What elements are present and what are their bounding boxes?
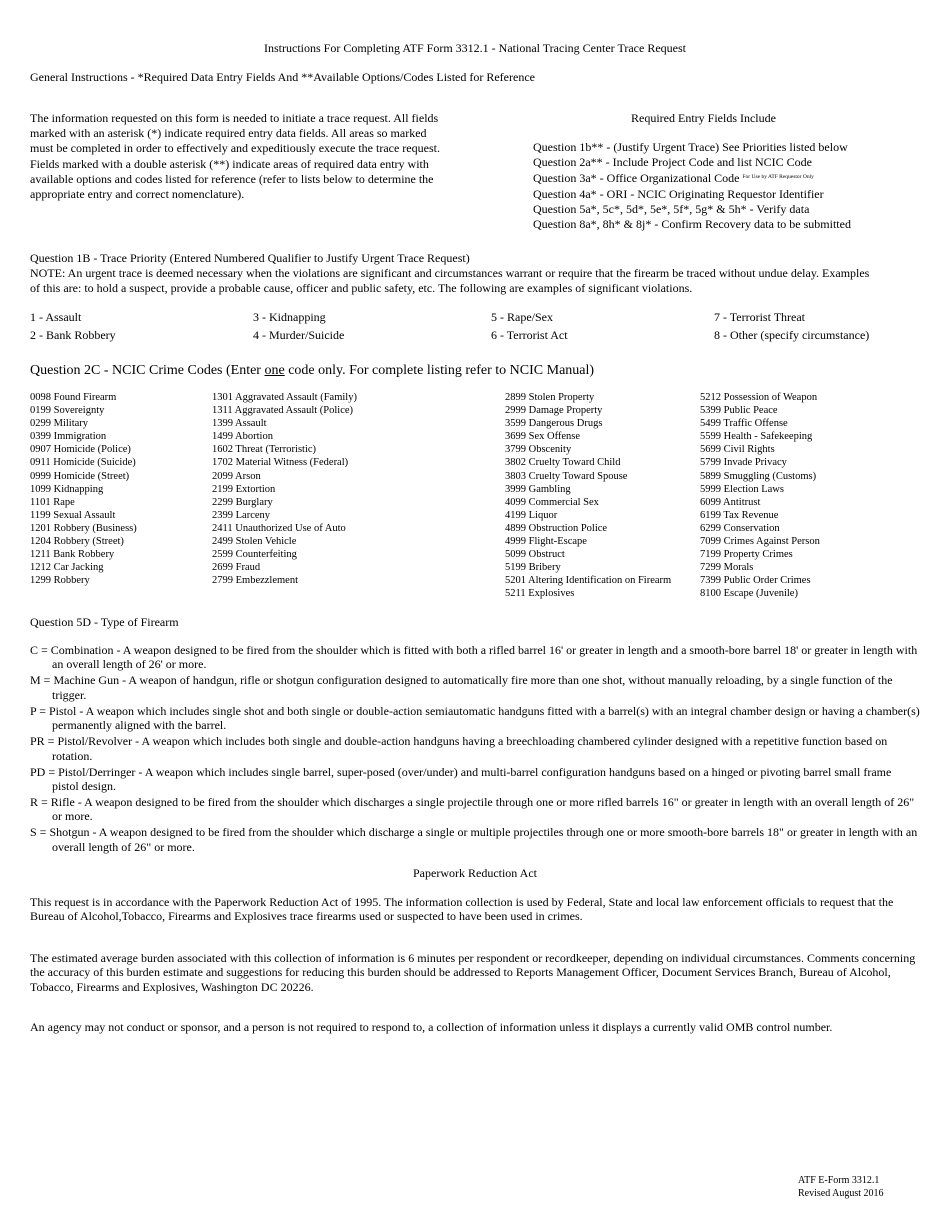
required-fields-list — [533, 140, 851, 232]
ncic-code-item: 1101 Rape — [30, 496, 75, 508]
firearm-type-item: PD = Pistol/Derringer - A weapon which includes single barrel, super-posed (over/under) and multi-barrel configuration handguns based on a hinged or pivoting barrel small frame pistol design. — [30, 764, 892, 794]
ncic-code-item: 5212 Possession of Weapon — [700, 392, 818, 403]
required-fields-heading: Required Entry Fields Include — [631, 111, 776, 125]
required-field-note: For Use by ATF Requestor Only — [742, 174, 814, 181]
ncic-code-item: 5099 Obstruct — [505, 549, 565, 561]
trace-priority-section — [30, 251, 920, 297]
violation-item: 5 - Rape/Sex — [491, 310, 553, 324]
paperwork-paragraph: This request is in accordance with the Paperwork Reduction Act of 1995. The information collection is used by Federal, State and local law enforcement officials to request that the Bureau of Alcohol,Tobacco, Firearms and Explosives trace firearms used or suspected to have been used in crimes. — [30, 895, 894, 924]
firearm-type-item: M = Machine Gun - A weapon of handgun, rifle or shotgun configuration designed to automatically fire more than one shot, without manually reloading, by a single function of the trigger. — [30, 673, 893, 702]
ncic-code-item: 2899 Stolen Property — [505, 392, 595, 403]
violations-column — [30, 308, 116, 344]
intro-line: available options and codes listed for reference (refer to lists below to determine the — [30, 171, 434, 186]
ncic-code-item: 4899 Obstruction Police — [505, 522, 608, 534]
intro-line: must be completed in order to effectively and expeditiously execute the trace request. — [30, 141, 440, 156]
ncic-code-item: 0911 Homicide (Suicide) — [30, 457, 136, 469]
paperwork-heading: Paperwork Reduction Act — [413, 866, 537, 880]
ncic-code-item: 1099 Kidnapping — [30, 483, 104, 495]
ncic-code-item: 5999 Election Laws — [700, 483, 784, 495]
ncic-code-item: 5201 Altering Identification on Firearm — [505, 575, 672, 587]
violations-column — [714, 308, 869, 344]
form-number: ATF E-Form 3312.1 — [798, 1175, 880, 1186]
ncic-code-item: 3699 Sex Offense — [505, 431, 581, 443]
ncic-heading-part: code only. For complete listing refer to NCIC Manual) — [284, 363, 595, 378]
ncic-code-item: 2699 Fraud — [212, 562, 261, 574]
page-title: Instructions For Completing ATF Form 3312.1 - National Tracing Center Trace Request — [264, 41, 686, 55]
intro-line: marked with an asterisk (*) indicate required entry data fields. All areas so marked — [30, 126, 427, 141]
violation-item: 4 - Murder/Suicide — [253, 328, 345, 342]
trace-priority-heading: Question 1B - Trace Priority (Entered Numbered Qualifier to Justify Urgent Trace Request) — [30, 251, 470, 265]
ncic-heading-part: Question 2C - NCIC Crime Codes (Enter — [30, 363, 265, 378]
intro-line: The information requested on this form is needed to initiate a trace request. All fields — [30, 111, 439, 125]
ncic-code-item: 5211 Explosives — [505, 588, 575, 600]
trace-priority-note: NOTE: An urgent trace is deemed necessary when the violations are significant and circumstances warrant or require that the firearm be traced without undue delay. Examples — [30, 266, 870, 281]
ncic-code-item: 5799 Invade Privacy — [700, 457, 787, 469]
required-field-item: Question 8a*, 8h* & 8j* - Confirm Recovery data to be submitted — [533, 217, 851, 232]
form-revision: Revised August 2016 — [798, 1187, 884, 1199]
ncic-code-item: 2411 Unauthorized Use of Auto — [212, 522, 346, 534]
violation-item: 7 - Terrorist Threat — [714, 310, 806, 324]
ncic-code-item: 1399 Assault — [212, 418, 267, 430]
firearm-type-item: P = Pistol - A weapon which includes single shot and both single or double-action semiautomatic handguns fitted with a barrel(s) with an integral chamber design or having a chamber(s) permanently aligned with the barrel. — [30, 703, 920, 733]
ncic-code-item: 3803 Cruelty Toward Spouse — [505, 470, 628, 482]
ncic-code-item: 2799 Embezzlement — [212, 575, 299, 587]
ncic-code-item: 7399 Public Order Crimes — [700, 575, 811, 587]
ncic-code-item: 1212 Car Jacking — [30, 562, 104, 574]
ncic-code-item: 1301 Aggravated Assault (Family) — [212, 392, 357, 403]
ncic-code-item: 2199 Extortion — [212, 483, 276, 495]
ncic-code-item: 3799 Obscenity — [505, 444, 572, 456]
ncic-codes-column — [212, 391, 357, 587]
violation-item: 8 - Other (specify circumstance) — [714, 328, 870, 342]
required-field-item: Question 2a** - Include Project Code and list NCIC Code — [533, 155, 812, 170]
paperwork-paragraph: An agency may not conduct or sponsor, and a person is not required to respond to, a collection of information unless it displays a currently valid OMB control number. — [30, 1020, 833, 1034]
firearm-type-item: S = Shotgun - A weapon designed to be fired from the shoulder which discharge a single or multiple projectiles through one or more smooth-bore barrels 18" or greater in length with an overall length of 26" or more. — [30, 825, 918, 854]
ncic-code-item: 5899 Smuggling (Customs) — [700, 470, 817, 482]
trace-priority-note: of this are: to hold a suspect, provide a probable cause, officer and public safety, etc. The following are examples of significant violations. — [30, 281, 693, 296]
required-field-item: Question 5a*, 5c*, 5d*, 5e*, 5f*, 5g* & 5h* - Verify data — [533, 201, 810, 216]
ncic-codes-heading — [30, 363, 594, 379]
firearm-types-list — [30, 643, 920, 856]
intro-line: appropriate entry and correct nomenclature). — [30, 187, 245, 202]
ncic-code-item: 4099 Commercial Sex — [505, 496, 599, 508]
ncic-code-item: 0199 Sovereignty — [30, 405, 105, 417]
ncic-code-item: 7099 Crimes Against Person — [700, 536, 820, 548]
violation-item: 6 - Terrorist Act — [491, 328, 568, 342]
ncic-code-item: 1299 Robbery — [30, 575, 90, 587]
ncic-codes-column — [505, 391, 671, 601]
ncic-code-item: 3802 Cruelty Toward Child — [505, 457, 621, 469]
ncic-code-item: 4199 Liquor — [505, 509, 558, 521]
ncic-code-item: 6099 Antitrust — [700, 496, 761, 508]
ncic-code-item: 7299 Morals — [700, 562, 754, 574]
intro-line: Fields marked with a double asterisk (**) indicate areas of required data entry with — [30, 156, 429, 171]
firearm-type-heading: Question 5D - Type of Firearm — [30, 615, 179, 629]
ncic-code-item: 0098 Found Firearm — [30, 392, 117, 403]
ncic-code-item: 2399 Larceny — [212, 509, 271, 521]
ncic-code-item: 2099 Arson — [212, 470, 261, 482]
ncic-code-item: 5399 Public Peace — [700, 405, 778, 417]
ncic-code-item: 1311 Aggravated Assault (Police) — [212, 405, 354, 417]
ncic-code-item: 5199 Bribery — [505, 562, 561, 574]
paperwork-paragraph: The estimated average burden associated with this collection of information is 6 minutes per respondent or recordkeeper, depending on individual circumstances. Comments concerning the accuracy of this burden estimate and suggestions for reducing this burden should be addressed to Reports Management Officer, Document Services Branch, Bureau of Alcohol, Tobacco, Firearms and Explosives, Washington DC 20226. — [30, 951, 916, 994]
required-field-label: Question 3a* - Office Organizational Code — [533, 171, 740, 186]
ncic-code-item: 8100 Escape (Juvenile) — [700, 588, 798, 600]
ncic-code-item: 6299 Conservation — [700, 522, 780, 534]
ncic-code-item: 2599 Counterfeiting — [212, 549, 297, 561]
required-field-item: Question 1b** - (Justify Urgent Trace) See Priorities listed below — [533, 140, 848, 154]
ncic-code-item: 4999 Flight-Escape — [505, 536, 587, 548]
general-instructions: General Instructions - *Required Data Entry Fields And **Available Options/Codes Listed for Reference — [30, 70, 535, 84]
ncic-code-item: 3999 Gambling — [505, 483, 571, 495]
required-field-item: Question 4a* - ORI - NCIC Originating Requestor Identifier — [533, 186, 824, 201]
ncic-code-item: 0999 Homicide (Street) — [30, 470, 130, 482]
ncic-code-item: 0907 Homicide (Police) — [30, 444, 131, 456]
ncic-code-item: 2999 Damage Property — [505, 405, 603, 417]
violation-item: 1 - Assault — [30, 310, 82, 324]
firearm-type-item: PR = Pistol/Revolver - A weapon which includes both single and double-action handguns having a breechloading chambered cylinder designed with a repetitive function based on rotation. — [30, 734, 888, 763]
firearm-type-item: R = Rifle - A weapon designed to be fired from the shoulder which discharges a single projectile through one or more rifled barrels 16" or greater in length with an overall length of 26" or more. — [30, 795, 915, 824]
ncic-code-item: 5499 Traffic Offense — [700, 418, 788, 430]
ncic-code-item: 5699 Civil Rights — [700, 444, 775, 456]
ncic-code-item: 2299 Burglary — [212, 496, 273, 508]
firearm-type-item: C = Combination - A weapon designed to be fired from the shoulder which is fitted with both a rifled barrel 16' or greater in length and a smooth-bore barrel 18' or greater in length with an overall length of 26' or more. — [30, 643, 918, 672]
ncic-code-item: 0399 Immigration — [30, 431, 107, 443]
violation-item: 3 - Kidnapping — [253, 310, 326, 324]
ncic-code-item: 1702 Material Witness (Federal) — [212, 457, 349, 469]
violations-column — [253, 308, 344, 344]
ncic-code-item: 2499 Stolen Vehicle — [212, 536, 297, 548]
violation-item: 2 - Bank Robbery — [30, 328, 116, 342]
ncic-heading-emphasis: one — [264, 363, 285, 378]
ncic-code-item: 1201 Robbery (Business) — [30, 522, 137, 534]
required-field-item — [533, 170, 851, 186]
ncic-code-item: 6199 Tax Revenue — [700, 509, 779, 521]
ncic-code-item: 0299 Military — [30, 418, 89, 430]
ncic-code-item: 7199 Property Crimes — [700, 549, 793, 561]
ncic-code-item: 1499 Abortion — [212, 431, 273, 443]
ncic-code-item: 5599 Health - Safekeeping — [700, 431, 813, 443]
form-footer — [798, 1175, 884, 1200]
ncic-code-item: 1211 Bank Robbery — [30, 549, 115, 561]
ncic-code-item: 1602 Threat (Terroristic) — [212, 444, 317, 456]
ncic-codes-column — [30, 391, 137, 587]
ncic-code-item: 1199 Sexual Assault — [30, 509, 116, 521]
intro-paragraph — [30, 111, 470, 202]
ncic-codes-column — [700, 391, 820, 601]
violations-column — [491, 308, 568, 344]
ncic-code-item: 3599 Dangerous Drugs — [505, 418, 603, 430]
ncic-code-item: 1204 Robbery (Street) — [30, 536, 124, 548]
